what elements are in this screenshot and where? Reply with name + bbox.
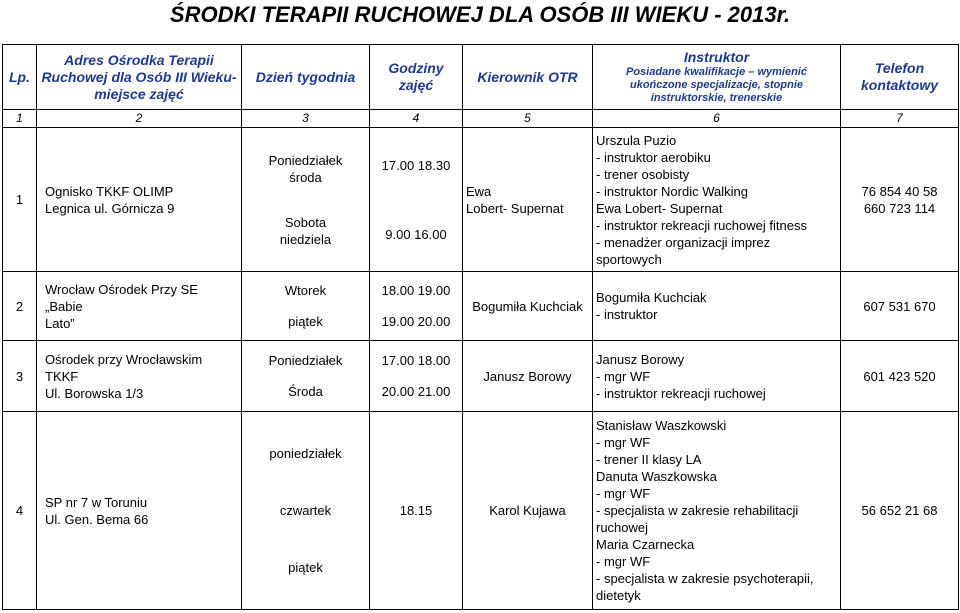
address-line: Ognisko TKKF OLIMP [45, 183, 174, 199]
day-label: piątek [288, 314, 323, 329]
address-line: Ośrodek przy Wrocławskim TKKF [45, 351, 203, 384]
instructor-line: - mgr WF [596, 486, 651, 501]
row-lp: 4 [3, 412, 37, 610]
address-line: SP nr 7 w Toruniu [45, 494, 148, 510]
instructor-line: - specjalista w zakresie psychoterapii, [596, 571, 814, 586]
row-address [37, 128, 242, 272]
header-instructor-sub: Posiadane kwalifikacje – wymienić ukończone specjalizacje, stopnie instruktorskie, trenerskie [626, 66, 807, 104]
row-days [242, 272, 370, 341]
row-lp: 1 [3, 128, 37, 272]
manager-line: Janusz Borowy [483, 368, 572, 384]
row-manager [463, 272, 593, 341]
row-instructor [593, 272, 841, 341]
header-address: Adres Ośrodka Terapii Ruchowej dla Osób III Wieku- miejsce zajęć [37, 45, 242, 110]
row-instructor [593, 412, 841, 610]
day-label: Poniedziałek [268, 152, 343, 168]
instructor-line: Maria Czarnecka [596, 537, 695, 552]
schedule-table [2, 44, 959, 610]
instructor-line: Danuta Waszkowska [596, 469, 717, 484]
table-row [3, 412, 959, 610]
instructor-line: sportowych [596, 251, 662, 267]
row-days [242, 412, 370, 610]
col-number: 2 [37, 110, 242, 128]
day-label: poniedziałek [269, 446, 342, 461]
instructor-line: - menadżer organizacji imprez [596, 234, 771, 250]
header-row [3, 45, 959, 110]
day-label: Sobota [284, 214, 327, 230]
instructor-line: - trener II klasy LA [596, 452, 702, 467]
day-label: Poniedziałek [268, 353, 343, 368]
row-phone [841, 412, 959, 610]
row-days [242, 341, 370, 412]
row-hours [370, 128, 463, 272]
day-label: piątek [288, 560, 323, 575]
day-label: Środa [288, 384, 323, 399]
row-address [37, 341, 242, 412]
day-label: Wtorek [284, 283, 327, 298]
address-line: Ul. Borowska 1/3 [45, 385, 144, 401]
phone-line: 601 423 520 [863, 368, 936, 384]
manager-line: Bogumiła Kuchciak [472, 298, 583, 314]
instructor-line: Janusz Borowy [596, 351, 685, 367]
instructor-line: - mgr WF [596, 435, 651, 450]
instructor-line: - instruktor rekreacji ruchowej [596, 385, 766, 401]
table-row [3, 341, 959, 412]
header-instructor-title: Instruktor [683, 49, 750, 65]
instructor-line: - trener osobisty [596, 166, 690, 182]
row-hours [370, 341, 463, 412]
instructor-line: Stanisław Waszkowski [596, 418, 727, 433]
row-phone [841, 128, 959, 272]
row-days [242, 128, 370, 272]
header-lp: Lp. [3, 45, 37, 110]
col-number: 3 [242, 110, 370, 128]
row-instructor [593, 128, 841, 272]
address-line: Wrocław Ośrodek Przy SE „Babie [45, 281, 198, 314]
header-hours: Godziny zajęć [370, 45, 463, 110]
address-line: Legnica ul. Górnicza 9 [45, 200, 175, 216]
manager-line: Karol Kujawa [489, 503, 566, 518]
table-row [3, 128, 959, 272]
phone-line: 56 652 21 68 [861, 503, 938, 518]
page-title: ŚRODKI TERAPII RUCHOWEJ DLA OSÓB III WIEKU - 2013r. [169, 2, 791, 27]
row-address [37, 412, 242, 610]
instructor-line: - instruktor [596, 307, 658, 322]
instructor-line: dietetyk [596, 588, 641, 603]
row-address [37, 272, 242, 341]
instructor-line: ruchowej [596, 520, 649, 535]
row-manager [463, 341, 593, 412]
hours-label: 20.00 21.00 [381, 384, 451, 399]
phone-line: 660 723 114 [863, 200, 936, 216]
instructor-line: Bogumiła Kuchciak [596, 290, 707, 305]
phone-line: 76 854 40 58 [861, 183, 938, 199]
hours-label: 17.00 18.00 [381, 353, 451, 368]
address-line: Lato” [45, 315, 75, 331]
row-lp: 2 [3, 272, 37, 341]
row-hours [370, 412, 463, 610]
manager-line: Lobert- Supernat [466, 200, 564, 216]
header-instructor [593, 45, 841, 110]
instructor-line: - instruktor aerobiku [596, 149, 711, 165]
instructor-line: Ewa Lobert- Supernat [596, 200, 723, 216]
instructor-line: - instruktor rekreacji ruchowej fitness [596, 217, 807, 233]
phone-line: 607 531 670 [863, 298, 936, 314]
instructor-line: Urszula Puzio [596, 132, 677, 148]
hours-label: 9.00 16.00 [385, 226, 447, 242]
instructor-line: - mgr WF [596, 368, 651, 384]
hours-label: 18.00 19.00 [381, 283, 451, 298]
hours-label: 17.00 18.30 [381, 157, 451, 173]
day-label: czwartek [279, 503, 332, 518]
row-hours [370, 272, 463, 341]
header-phone: Telefon kontaktowy [841, 45, 959, 110]
column-numbers-row [3, 110, 959, 128]
col-number: 6 [593, 110, 841, 128]
address-line: Ul. Gen. Bema 66 [45, 511, 149, 527]
day-label: środa [289, 169, 322, 185]
table-row [3, 272, 959, 341]
instructor-line: - specjalista w zakresie rehabilitacji [596, 503, 799, 518]
header-day: Dzień tygodnia [242, 45, 370, 110]
day-label: niedziela [279, 231, 332, 247]
manager-line: Ewa [466, 183, 492, 199]
row-phone [841, 341, 959, 412]
header-manager: Kierownik OTR [463, 45, 593, 110]
row-instructor [593, 341, 841, 412]
row-manager [463, 128, 593, 272]
col-number: 4 [370, 110, 463, 128]
hours-label: 19.00 20.00 [381, 314, 451, 329]
instructor-line: - instruktor Nordic Walking [596, 183, 748, 199]
col-number: 5 [463, 110, 593, 128]
row-lp: 3 [3, 341, 37, 412]
row-manager [463, 412, 593, 610]
hours-label: 18.15 [399, 503, 433, 518]
col-number: 7 [841, 110, 959, 128]
col-number: 1 [3, 110, 37, 128]
row-phone [841, 272, 959, 341]
instructor-line: - mgr WF [596, 554, 651, 569]
